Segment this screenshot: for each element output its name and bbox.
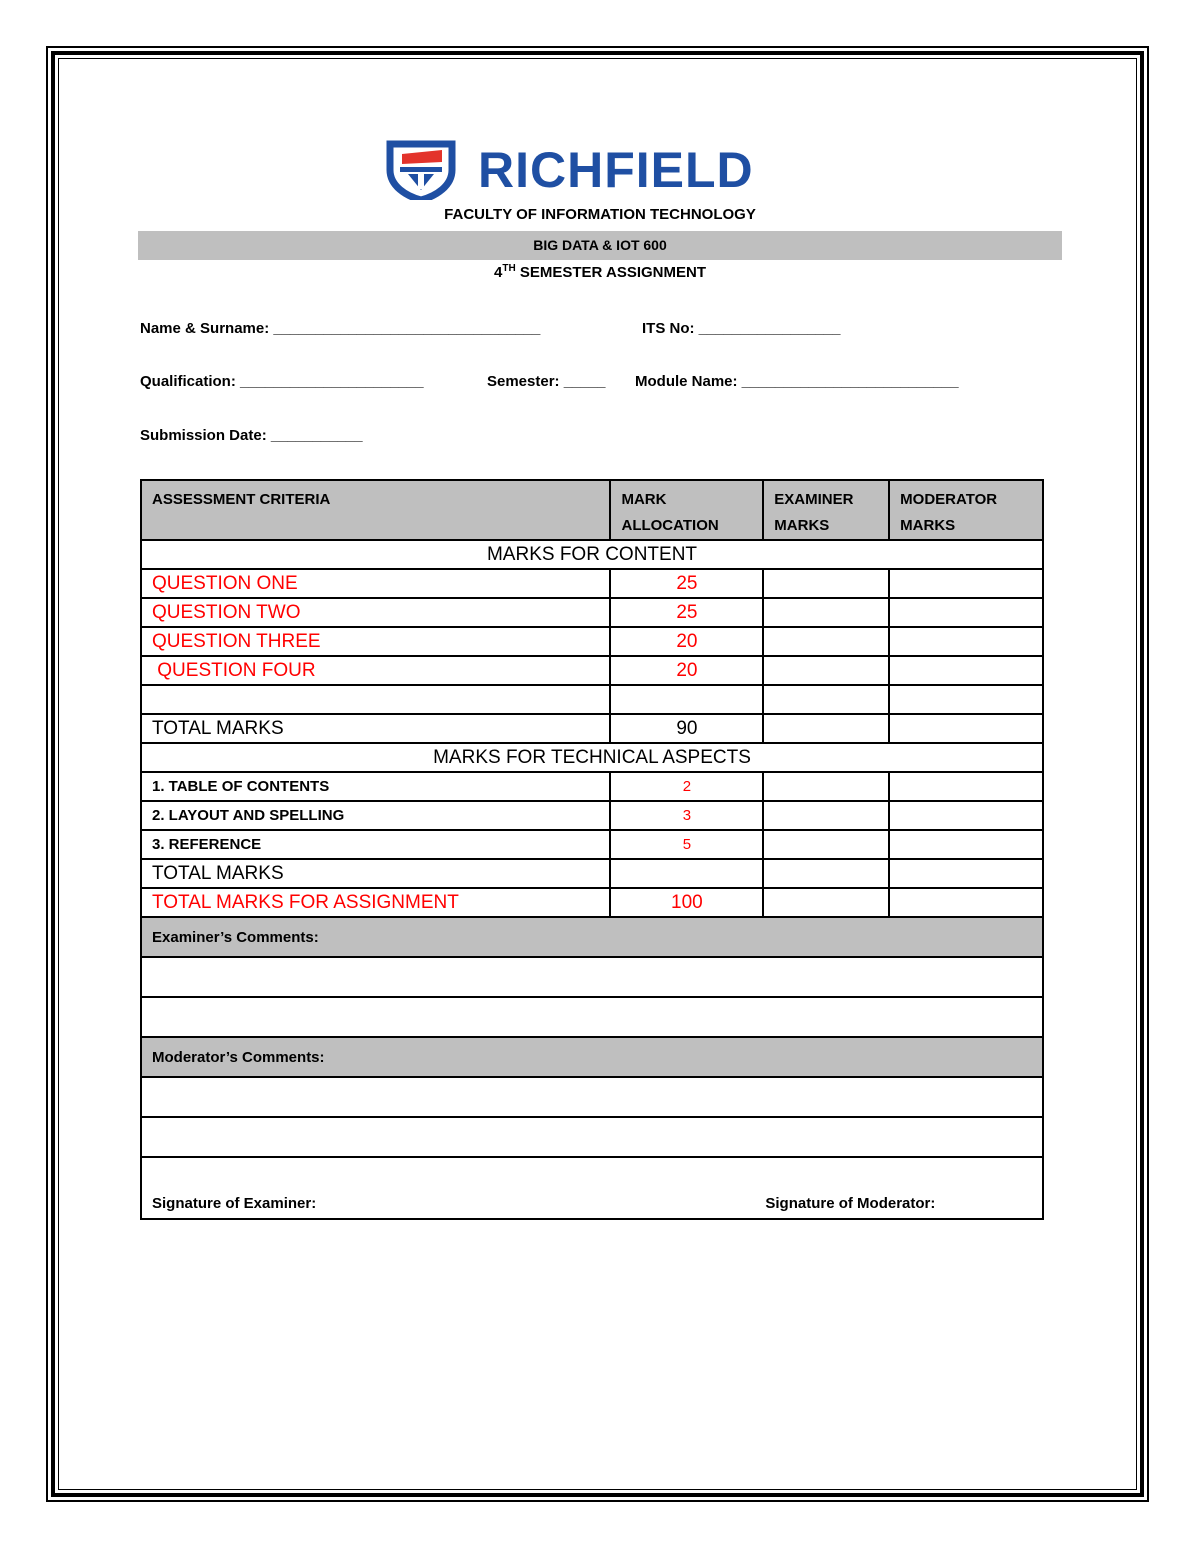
brand-name: RICHFIELD [478, 142, 754, 198]
signature-row [141, 1157, 1043, 1219]
table-row [141, 656, 1043, 685]
moderator-comment-line [141, 1117, 1043, 1157]
semester-title: 4TH SEMESTER ASSIGNMENT [494, 263, 706, 281]
question-mark: 20 [610, 627, 763, 656]
question-label: QUESTION FOUR [141, 656, 610, 685]
moderator-mark-cell[interactable] [889, 830, 1043, 859]
examiner-mark-cell[interactable] [763, 801, 889, 830]
technical-mark: 3 [610, 801, 763, 830]
grand-total-label: TOTAL MARKS FOR ASSIGNMENT [141, 888, 610, 917]
moderator-mark-cell[interactable] [889, 714, 1043, 743]
moderator-mark-cell[interactable] [889, 569, 1043, 598]
examiner-mark-cell[interactable] [763, 888, 889, 917]
table-row-empty [141, 685, 1043, 714]
question-label: QUESTION TWO [141, 598, 610, 627]
assessment-table [140, 479, 1044, 1220]
moderator-comments-label: Moderator’s Comments: [141, 1037, 1043, 1077]
moderator-mark-cell[interactable] [889, 627, 1043, 656]
moderator-comments-header [141, 1037, 1043, 1077]
content-total-row [141, 714, 1043, 743]
examiner-mark-cell[interactable] [763, 772, 889, 801]
table-row [141, 598, 1043, 627]
name-surname-field[interactable]: Name & Surname: ________________________________ [140, 320, 541, 337]
technical-section-title: MARKS FOR TECHNICAL ASPECTS [141, 743, 1043, 772]
signature-moderator-label: Signature of Moderator: [765, 1195, 936, 1212]
examiner-mark-cell[interactable] [763, 714, 889, 743]
content-total-mark: 90 [610, 714, 763, 743]
header-mark-allocation: MARK ALLOCATION [610, 480, 763, 540]
examiner-mark-cell[interactable] [763, 859, 889, 888]
question-mark: 25 [610, 569, 763, 598]
examiner-mark-cell[interactable] [763, 627, 889, 656]
technical-mark: 2 [610, 772, 763, 801]
moderator-comment-input[interactable] [141, 1117, 1043, 1157]
table-row [141, 569, 1043, 598]
examiner-comment-input[interactable] [141, 997, 1043, 1037]
examiner-mark-cell[interactable] [763, 598, 889, 627]
moderator-mark-cell[interactable] [889, 656, 1043, 685]
technical-label: 3. REFERENCE [141, 830, 610, 859]
content-total-label: TOTAL MARKS [141, 714, 610, 743]
question-label: QUESTION ONE [141, 569, 610, 598]
table-row [141, 627, 1043, 656]
examiner-comments-label: Examiner’s Comments: [141, 917, 1043, 957]
moderator-mark-cell[interactable] [889, 859, 1043, 888]
moderator-mark-cell[interactable] [889, 772, 1043, 801]
technical-total-mark [610, 859, 763, 888]
semester-field[interactable]: Semester: _____ [487, 373, 606, 390]
section-row-content [141, 540, 1043, 569]
moderator-mark-cell[interactable] [889, 685, 1043, 714]
question-label: QUESTION THREE [141, 627, 610, 656]
examiner-mark-cell[interactable] [763, 830, 889, 859]
module-name-field[interactable]: Module Name: __________________________ [635, 373, 959, 390]
header-moderator-marks: MODERATOR MARKS [889, 480, 1043, 540]
table-row [141, 830, 1043, 859]
question-mark: 25 [610, 598, 763, 627]
technical-total-row [141, 859, 1043, 888]
technical-label: 2. LAYOUT AND SPELLING [141, 801, 610, 830]
its-number-field[interactable]: ITS No: _________________ [642, 320, 841, 337]
technical-mark: 5 [610, 830, 763, 859]
moderator-comment-input[interactable] [141, 1077, 1043, 1117]
examiner-comment-line [141, 997, 1043, 1037]
empty-cell [610, 685, 763, 714]
examiner-comment-line [141, 957, 1043, 997]
moderator-mark-cell[interactable] [889, 888, 1043, 917]
table-row [141, 801, 1043, 830]
technical-total-label: TOTAL MARKS [141, 859, 610, 888]
grand-total-mark: 100 [610, 888, 763, 917]
examiner-comments-header [141, 917, 1043, 957]
content-section-title: MARKS FOR CONTENT [141, 540, 1043, 569]
signature-cell [141, 1157, 1043, 1219]
examiner-mark-cell[interactable] [763, 685, 889, 714]
module-title: BIG DATA & IOT 600 [138, 231, 1062, 260]
examiner-mark-cell[interactable] [763, 569, 889, 598]
moderator-mark-cell[interactable] [889, 598, 1043, 627]
submission-date-field[interactable]: Submission Date: ___________ [140, 427, 363, 444]
section-row-technical [141, 743, 1043, 772]
header-criteria: ASSESSMENT CRITERIA [141, 480, 610, 540]
faculty-title: FACULTY OF INFORMATION TECHNOLOGY [444, 206, 756, 223]
empty-cell [141, 685, 610, 714]
qualification-field[interactable]: Qualification: ______________________ [140, 373, 424, 390]
table-header-row [141, 480, 1043, 540]
moderator-mark-cell[interactable] [889, 801, 1043, 830]
signature-examiner-label: Signature of Examiner: [152, 1195, 317, 1212]
technical-label: 1. TABLE OF CONTENTS [141, 772, 610, 801]
examiner-comment-input[interactable] [141, 957, 1043, 997]
examiner-mark-cell[interactable] [763, 656, 889, 685]
header-examiner-marks: EXAMINER MARKS [763, 480, 889, 540]
question-mark: 20 [610, 656, 763, 685]
grand-total-row [141, 888, 1043, 917]
table-row [141, 772, 1043, 801]
moderator-comment-line [141, 1077, 1043, 1117]
